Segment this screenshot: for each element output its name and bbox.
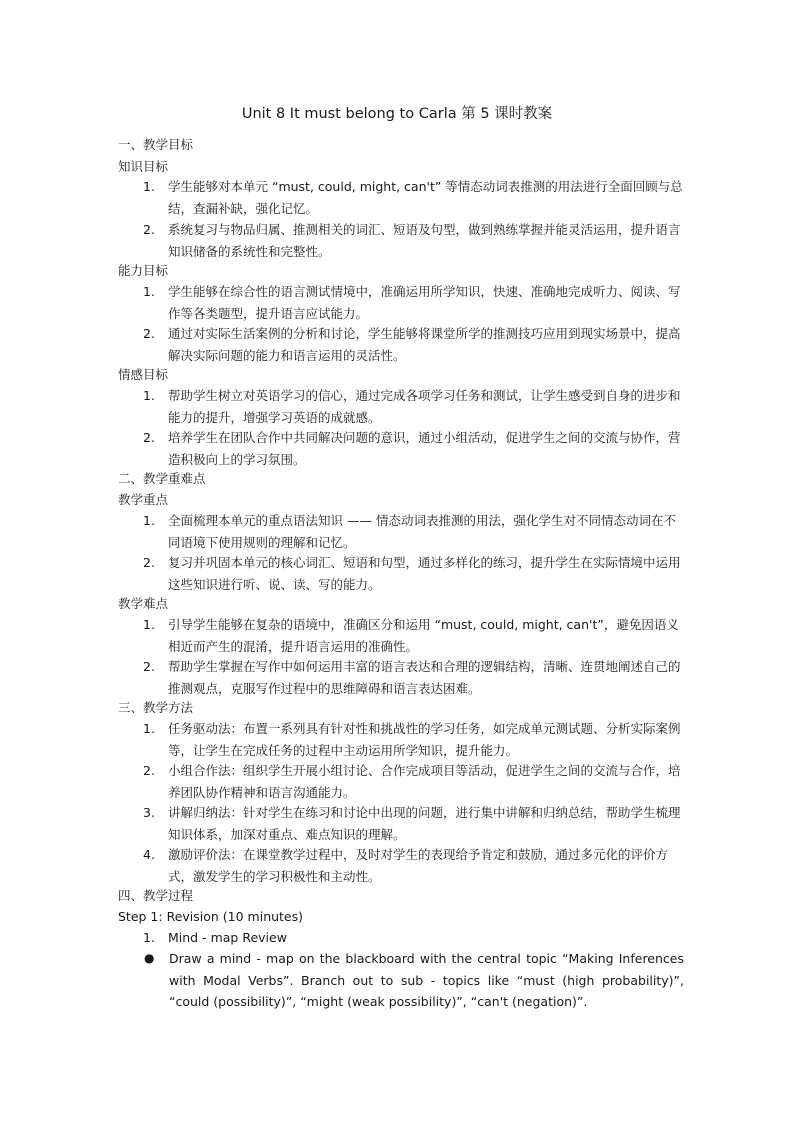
item-text: 复习并巩固本单元的核心词汇、短语和句型，通过多样化的练习，提升学生在实际情境中运用这些知识进行听、说、读、写的能力。: [168, 555, 681, 592]
bullet-icon: ●: [144, 951, 155, 965]
section-heading-objectives: 一、教学目标: [118, 137, 194, 152]
item-number: 1.: [143, 179, 155, 194]
item-number: 2.: [143, 222, 155, 237]
item-number: 3.: [143, 805, 155, 820]
item-text: 全面梳理本单元的重点语法知识 —— 情态动词表推测的用法，强化学生对不同情态动词在不同语境下使用规则的理解和记忆。: [168, 513, 676, 550]
item-number: 1.: [143, 284, 155, 299]
item-text: 任务驱动法：布置一系列具有针对性和挑战性的学习任务，如完成单元测试题、分析实际案例等，让学生在完成任务的过程中主动运用所学知识，提升能力。: [168, 721, 681, 758]
item-text: 学生能够对本单元 “must, could, might, can't” 等情态动词表推测的用法进行全面回顾与总结，查漏补缺，强化记忆。: [168, 179, 683, 216]
item-number: 4.: [143, 847, 155, 862]
item-text: 培养学生在团队合作中共同解决问题的意识，通过小组活动，促进学生之间的交流与协作，营造积极向上的学习氛围。: [168, 430, 681, 467]
subheading-difficult: 教学难点: [118, 596, 169, 611]
item-number: 2.: [143, 555, 155, 570]
list-item: [143, 510, 683, 553]
section-heading-key-difficult: 二、教学重难点: [118, 471, 206, 486]
item-number: 1.: [143, 513, 155, 528]
item-number: 2.: [143, 430, 155, 445]
item-number: 2.: [143, 659, 155, 674]
list-item: [143, 427, 683, 470]
list-item: [143, 844, 683, 887]
item-number: 1.: [143, 388, 155, 403]
item-text: 帮助学生掌握在写作中如何运用丰富的语言表达和合理的逻辑结构，清晰、连贯地阐述自己的推测观点，克服写作过程中的思维障碍和语言表达困难。: [168, 659, 681, 696]
item-number: 2.: [143, 763, 155, 778]
list-item: [143, 614, 683, 657]
item-number: 1.: [143, 930, 155, 945]
item-text: 引导学生能够在复杂的语境中，准确区分和运用 “must, could, might, can't”，避免因语义相近而产生的混淆，提升语言运用的准确性。: [168, 617, 679, 654]
list-item: [143, 176, 683, 219]
item-text: Draw a mind - map on the blackboard with the central topic “Making Inferences with Modal Verbs”. Branch out to sub - topics like “must (high probability)”, “could (possibility)”, “might (weak possibility)”, “can't (negation)”.: [169, 951, 684, 1009]
item-text: 通过对实际生活案例的分析和讨论，学生能够将课堂所学的推测技巧应用到现实场景中，提高解决实际问题的能力和语言运用的灵活性。: [168, 326, 681, 363]
item-text: 激励评价法：在课堂教学过程中，及时对学生的表现给予肯定和鼓励，通过多元化的评价方式，激发学生的学习积极性和主动性。: [168, 847, 669, 884]
list-item: [143, 656, 683, 699]
bullet-item: [144, 948, 684, 1013]
list-item: [143, 927, 683, 949]
list-item: [143, 281, 683, 324]
subheading-knowledge: 知识目标: [118, 159, 169, 174]
item-text: 小组合作法：组织学生开展小组讨论、合作完成项目等活动，促进学生之间的交流与合作，培养团队协作精神和语言沟通能力。: [168, 763, 681, 800]
item-number: 2.: [143, 326, 155, 341]
list-item: [143, 323, 683, 366]
section-heading-process: 四、教学过程: [118, 888, 194, 903]
list-item: [143, 552, 683, 595]
list-item: [143, 802, 683, 845]
item-text: 讲解归纳法：针对学生在练习和讨论中出现的问题，进行集中讲解和归纳总结，帮助学生梳理知识体系，加深对重点、难点知识的理解。: [168, 805, 681, 842]
list-item: [143, 219, 683, 262]
list-item: [143, 718, 683, 761]
subheading-key: 教学重点: [118, 492, 169, 507]
subheading-emotion: 情感目标: [118, 367, 169, 382]
item-text: 帮助学生树立对英语学习的信心，通过完成各项学习任务和测试，让学生感受到自身的进步和能力的提升，增强学习英语的成就感。: [168, 388, 681, 425]
list-item: [143, 385, 683, 428]
item-text: 系统复习与物品归属、推测相关的词汇、短语及句型，做到熟练掌握并能灵活运用，提升语言知识储备的系统性和完整性。: [168, 222, 681, 259]
item-number: 1.: [143, 721, 155, 736]
document-title: Unit 8 It must belong to Carla 第 5 课时教案: [241, 106, 553, 122]
step-heading: Step 1: Revision (10 minutes): [118, 909, 304, 924]
item-text: Mind - map Review: [168, 930, 287, 945]
subheading-ability: 能力目标: [118, 263, 169, 278]
item-text: 学生能够在综合性的语言测试情境中，准确运用所学知识，快速、准确地完成听力、阅读、写作等各类题型，提升语言应试能力。: [168, 284, 681, 321]
item-number: 1.: [143, 617, 155, 632]
list-item: [143, 760, 683, 803]
section-heading-methods: 三、教学方法: [118, 700, 194, 715]
